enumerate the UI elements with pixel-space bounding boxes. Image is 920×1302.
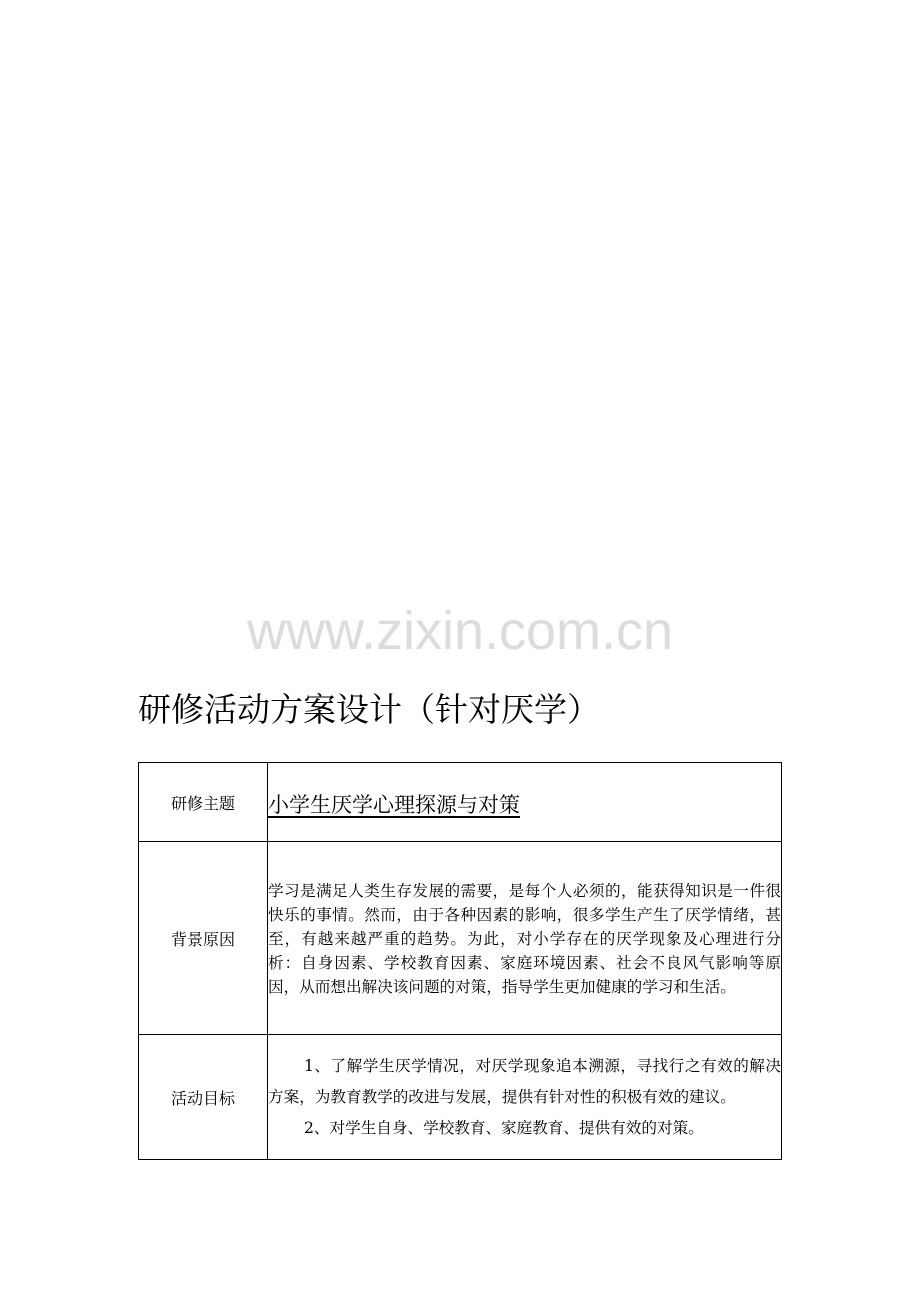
background-value: 学习是满足人类生存发展的需要，是每个人必须的，能获得知识是一件很快乐的事情。然而，由于各种因素的影响，很多学生产生了厌学情绪，甚至，有越来越严重的趋势。为此，对小学存在的厌学现象及心理进行分析：自身因素、学校教育因素、家庭环境因素、社会不良风气影响等原因，从而想出解决该问题的对策，指导学生更加健康的学习和生活。 xyxy=(268,882,781,996)
background-label: 背景原因 xyxy=(139,842,268,1035)
goals-list xyxy=(268,1051,781,1144)
table-row-background xyxy=(139,842,782,1035)
goals-label: 活动目标 xyxy=(139,1035,268,1160)
background-cell xyxy=(268,842,782,1035)
table-row-goals xyxy=(139,1035,782,1160)
document-title: 研修活动方案设计（针对厌学） xyxy=(138,690,600,729)
activity-plan-table xyxy=(138,762,782,1160)
watermark: www.zixin.com.cn xyxy=(246,601,674,661)
goals-cell xyxy=(268,1035,782,1160)
topic-label: 研修主题 xyxy=(139,763,268,842)
topic-value: 小学生厌学心理探源与对策 xyxy=(268,793,520,817)
topic-cell xyxy=(268,763,782,842)
goal-item: 2、对学生自身、学校教育、家庭教育、提供有效的对策。 xyxy=(304,1118,704,1137)
table-row-topic xyxy=(139,763,782,842)
goal-item: 1、了解学生厌学情况，对厌学现象追本溯源，寻找行之有效的解决方案，为教育教学的改进与发展，提供有针对性的积极有效的建议。 xyxy=(268,1056,781,1106)
